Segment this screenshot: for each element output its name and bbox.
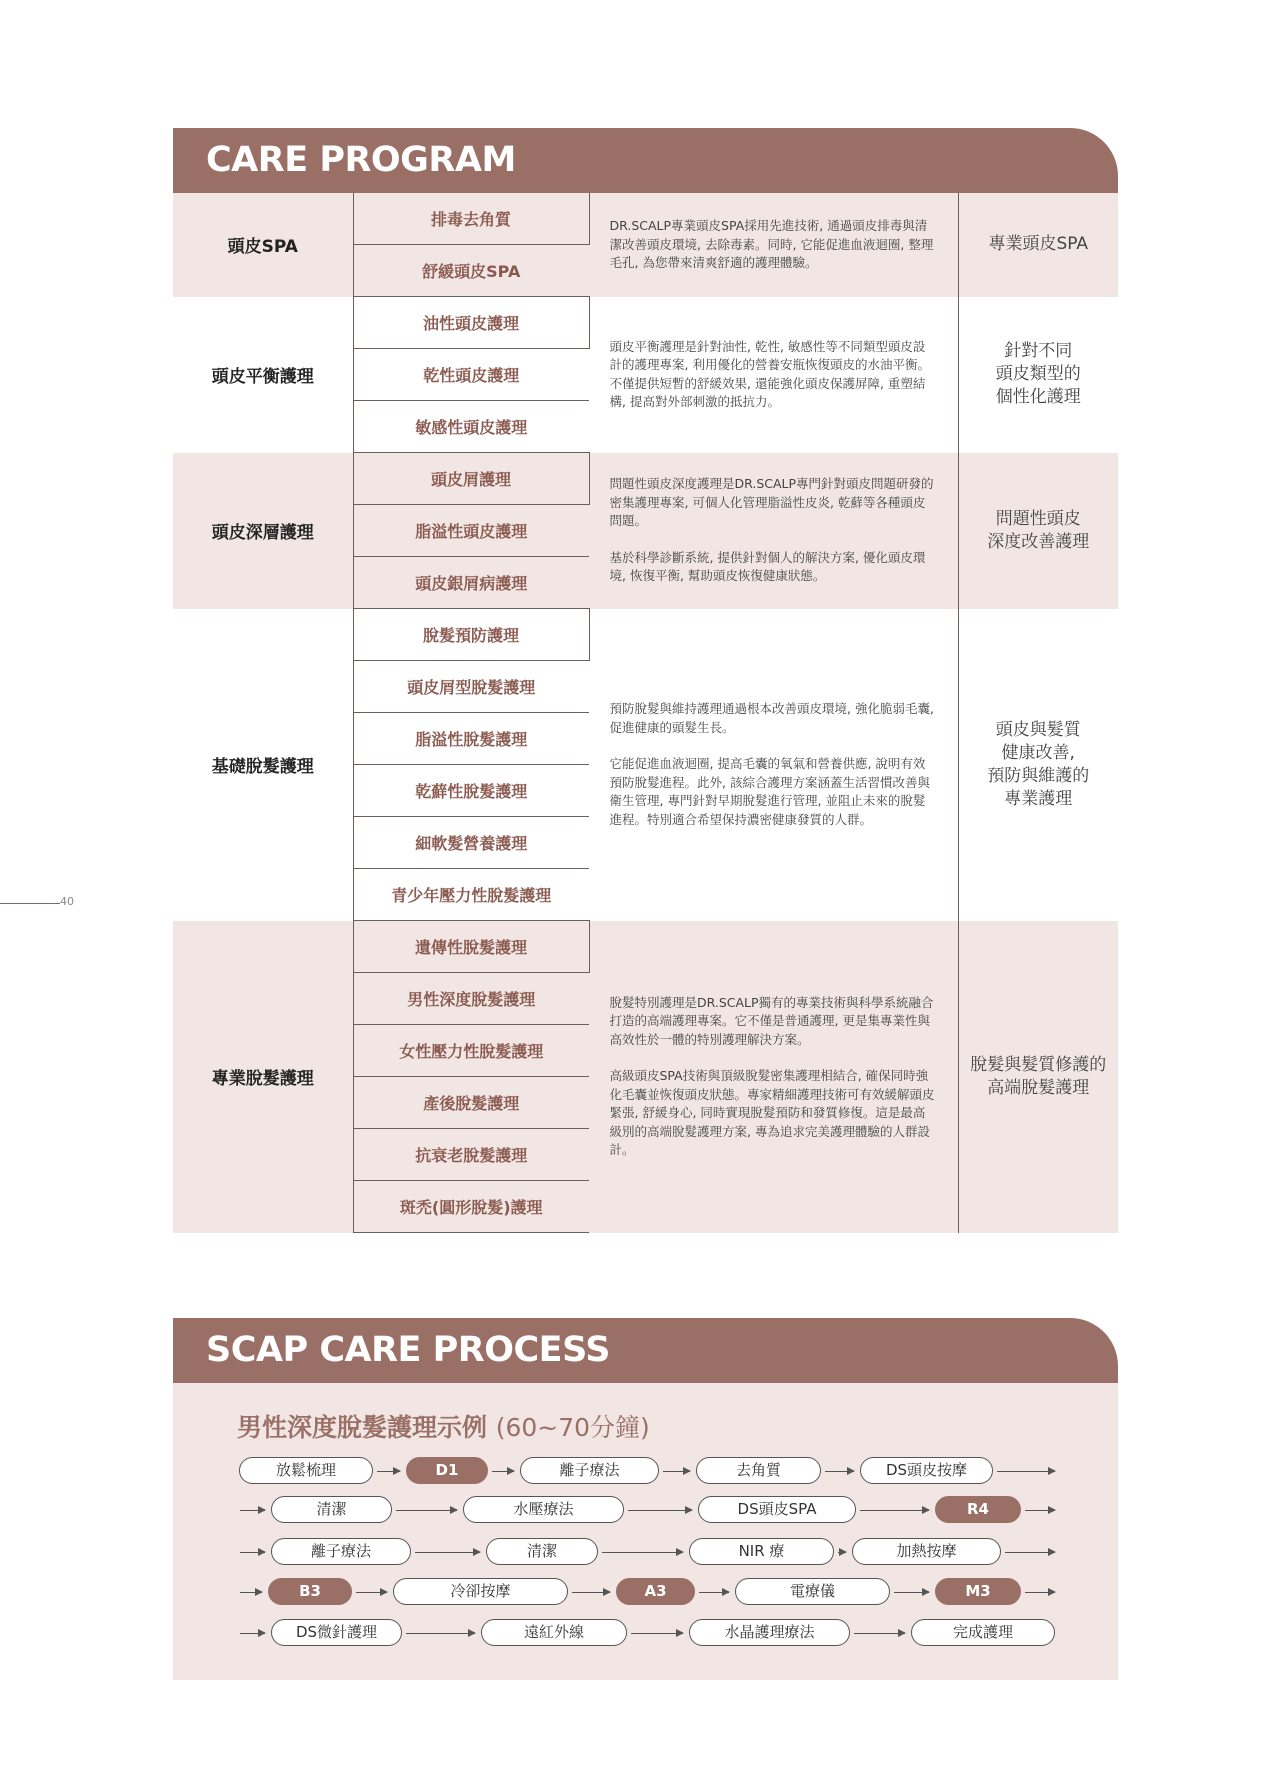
program-item: 頭皮屑型脫髮護理 (353, 661, 589, 713)
process-step: 冷卻按摩 (393, 1578, 568, 1605)
flow-arrow (854, 1633, 905, 1634)
program-item: 頭皮屑護理 (353, 453, 589, 505)
flow-arrow (492, 1471, 514, 1472)
flow-arrow (1005, 1552, 1055, 1553)
process-step: B3 (268, 1578, 352, 1605)
category-scalp-deep: 頭皮深層護理 (173, 453, 353, 609)
program-item: 油性頭皮護理 (353, 297, 589, 349)
care-program-table (173, 193, 1118, 1233)
program-item: 女性壓力性脫髮護理 (353, 1025, 589, 1077)
program-item: 脫髮預防護理 (353, 609, 589, 661)
flow-arrow (1025, 1592, 1055, 1593)
process-step: R4 (935, 1496, 1021, 1523)
program-description: 脫髮特別護理是DR.SCALP獨有的專業技術與科學系統融合打造的高端護理專案。它不僅是普通護理, 更是集專業性與高效性於一體的特別護理解決方案。 高級頭皮SPA技術與頂級脫髮密集護理相結合, 確保同時強化毛囊並恢復頭皮狀態。專家精細護理技術可有效緩解頭皮緊張, 舒緩身心, 同時實現脫髮預防和發質修復。這是最高級別的高端脫髮護理方案, 專為追求完美護理體驗的人群設計。 (589, 921, 958, 1233)
care-program-header (173, 128, 1118, 193)
flow-arrow (240, 1552, 265, 1553)
program-item: 敏感性頭皮護理 (353, 401, 589, 453)
program-description: 預防脫髮與維持護理通過根本改善頭皮環境, 強化脆弱毛囊, 促進健康的頭髮生長。 它能促進血液迴圈, 提高毛囊的氧氣和營養供應, 說明有效預防脫髮進程。此外, 該綜合護理方案涵蓋生活習慣改善與衛生管理, 專門針對早期脫髮進行管理, 並阻止未來的脫髮進程。特別適合希望保持濃密健康發質的人群。 (589, 609, 958, 921)
flow-arrow (628, 1510, 692, 1511)
flow-arrow (406, 1633, 475, 1634)
process-step: M3 (935, 1578, 1021, 1605)
program-result: 頭皮與髮質 健康改善, 預防與維護的 專業護理 (958, 609, 1118, 921)
flow-arrow (838, 1552, 846, 1553)
process-step: D1 (406, 1457, 488, 1484)
process-step: DS頭皮按摩 (860, 1457, 993, 1484)
program-result: 脫髮與髮質修護的 高端脫髮護理 (958, 921, 1118, 1233)
category-pro-hairloss: 專業脫髮護理 (173, 921, 353, 1233)
process-header (173, 1318, 1118, 1383)
flow-arrow (699, 1592, 729, 1593)
category-scalp-spa: 頭皮SPA (173, 193, 353, 297)
program-item: 斑禿(圓形脫髮)護理 (353, 1181, 589, 1233)
flow-arrow (860, 1510, 929, 1511)
process-step: 離子療法 (271, 1538, 411, 1565)
process-step: 水壓療法 (463, 1496, 624, 1523)
program-description: DR.SCALP專業頭皮SPA採用先進技術, 通過頭皮排毒與清潔改善頭皮環境, 去除毒素。同時, 它能促進血液迴圈, 整理毛孔, 為您帶來清爽舒適的護理體驗。 (589, 193, 958, 297)
process-step: 離子療法 (520, 1457, 659, 1484)
process-step: 清潔 (486, 1538, 598, 1565)
category-basic-hairloss: 基礎脫髮護理 (173, 609, 353, 921)
process-step: 完成護理 (911, 1619, 1055, 1646)
flow-arrow (240, 1633, 265, 1634)
process-step: DS頭皮SPA (698, 1496, 856, 1523)
process-step: 加熱按摩 (852, 1538, 1001, 1565)
category-scalp-balance: 頭皮平衡護理 (173, 297, 353, 453)
page-marker-line (0, 903, 60, 904)
flow-arrow (1025, 1510, 1055, 1511)
program-result: 專業頭皮SPA (958, 193, 1118, 297)
program-description: 問題性頭皮深度護理是DR.SCALP專門針對頭皮問題研發的密集護理專案, 可個人化管理脂溢性皮炎, 乾蘚等各種頭皮問題。 基於科學診斷系統, 提供針對個人的解決方案, 優化頭皮環境, 恢復平衡, 幫助頭皮恢復健康狀態。 (589, 453, 958, 609)
flow-arrow (663, 1471, 690, 1472)
program-item: 抗衰老脫髮護理 (353, 1129, 589, 1181)
flow-arrow (240, 1592, 262, 1593)
flow-arrow (356, 1592, 387, 1593)
program-item: 舒緩頭皮SPA (353, 245, 589, 297)
process-step: 清潔 (271, 1496, 392, 1523)
flow-arrow (997, 1471, 1055, 1472)
process-step: 水晶護理療法 (689, 1619, 850, 1646)
flow-arrow (415, 1552, 480, 1553)
page-number: 40 (60, 895, 74, 908)
process-step: 遠紅外線 (481, 1619, 627, 1646)
flow-arrow (240, 1510, 265, 1511)
flow-arrow (602, 1552, 683, 1553)
process-step: DS微針護理 (271, 1619, 402, 1646)
program-result: 針對不同 頭皮類型的 個性化護理 (958, 297, 1118, 453)
process-step: NIR 療 (689, 1538, 834, 1565)
program-description: 頭皮平衡護理是針對油性, 乾性, 敏感性等不同類型頭皮設計的護理專案, 利用優化的營養安瓶恢復頭皮的水油平衡。不僅提供短暫的舒緩效果, 還能強化頭皮保護屏障, 重塑結構, 提高對外部刺激的抵抗力。 (589, 297, 958, 453)
flow-arrow (572, 1592, 610, 1593)
program-item: 脂溢性頭皮護理 (353, 505, 589, 557)
process-step: 電療儀 (735, 1578, 890, 1605)
program-item: 產後脫髮護理 (353, 1077, 589, 1129)
program-item: 乾蘚性脫髮護理 (353, 765, 589, 817)
program-item: 遺傳性脫髮護理 (353, 921, 589, 973)
flow-arrow (894, 1592, 929, 1593)
process-example-title: 男性深度脫髮護理示例 (60~70分鐘) (237, 1413, 650, 1442)
flow-arrow (377, 1471, 400, 1472)
program-item: 排毒去角質 (353, 193, 589, 245)
process-step: 放鬆梳理 (239, 1457, 373, 1484)
care-program-title: CARE PROGRAM (206, 140, 516, 180)
process-title: SCAP CARE PROCESS (206, 1330, 610, 1370)
flow-arrow (825, 1471, 854, 1472)
program-item: 青少年壓力性脫髮護理 (353, 869, 589, 921)
program-item: 頭皮銀屑病護理 (353, 557, 589, 609)
program-item: 脂溢性脫髮護理 (353, 713, 589, 765)
program-item: 細軟髮營養護理 (353, 817, 589, 869)
program-item: 男性深度脫髮護理 (353, 973, 589, 1025)
flow-arrow (396, 1510, 457, 1511)
program-item: 乾性頭皮護理 (353, 349, 589, 401)
process-step: 去角質 (696, 1457, 821, 1484)
process-step: A3 (616, 1578, 695, 1605)
flow-arrow (631, 1633, 683, 1634)
program-result: 問題性頭皮 深度改善護理 (958, 453, 1118, 609)
